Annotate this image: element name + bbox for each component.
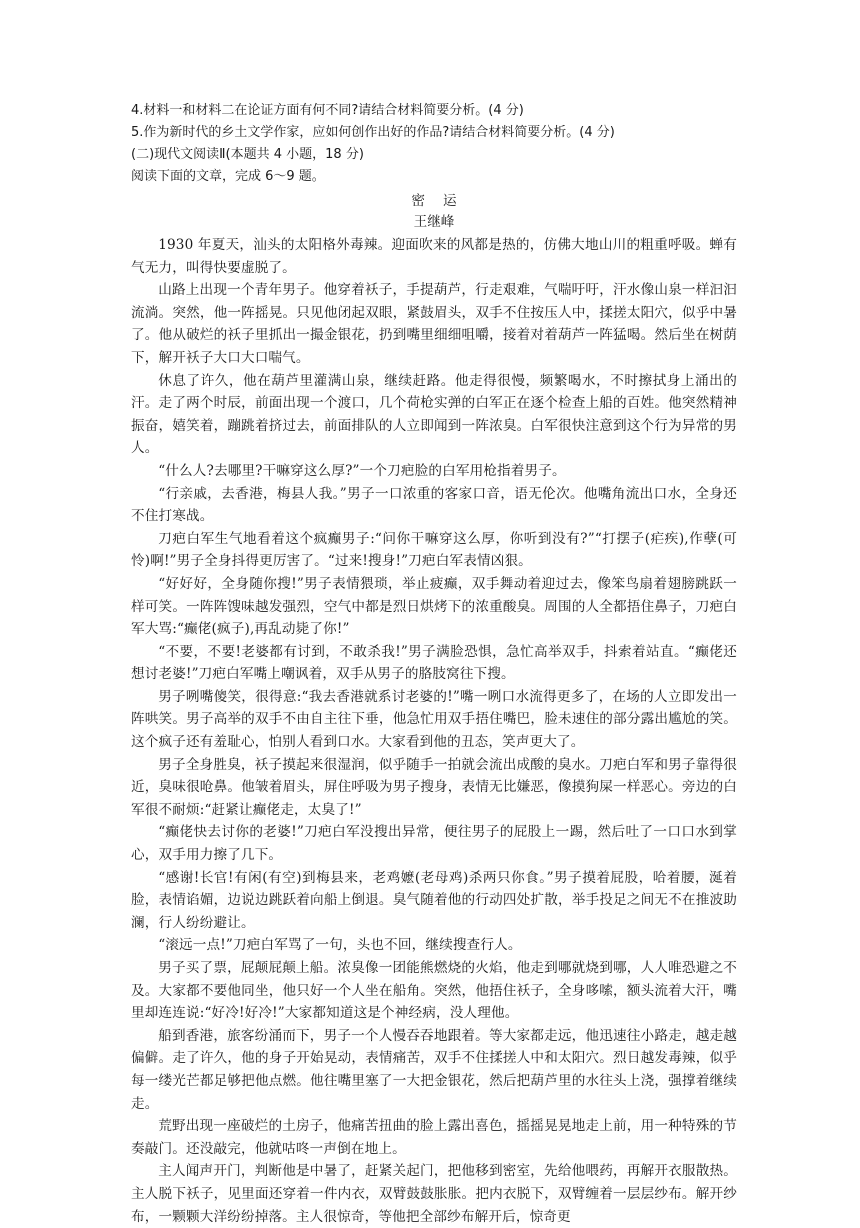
article-paragraph: “什么人?去哪里?干嘛穿这么厚?”一个刀疤脸的白军用枪指着男子。 bbox=[158, 462, 566, 479]
reading-instruction: 阅读下面的文章，完成 6～9 题。 bbox=[131, 169, 325, 184]
article-paragraph: “癫佬快去讨你的老婆!”刀疤白军没搜出异常，便往男子的屁股上一踢，然后吐了一口口水到掌心，双手用力擦了几下。 bbox=[131, 824, 737, 864]
article-paragraph: 男子全身胜臭，袄子摸起来很湿润，似乎随手一拍就会流出成酸的臭水。刀疤白军和男子靠得很近，臭味很呛鼻。他皱着眉头，屏住呼吸为男子搜身，表情无比嫌恶，像摸狗屎一样恶心。旁边的白军很不耐烦:“赶紧让癫佬走，太臭了!” bbox=[131, 756, 737, 818]
article-paragraph: “行亲戚，去香港，梅县人我。”男子一口浓重的客家口音，语无伦次。他嘴角流出口水，全身还不住打寒战。 bbox=[131, 485, 737, 525]
article-title: 密运 bbox=[411, 193, 475, 209]
article-paragraph: “不要，不要!老婆都有讨到，不敢杀我!”男子满脸恐惧，急忙高举双手，抖索着站直。“癫佬还想讨老婆!”刀疤白军嘴上嘲讽着，双手从男子的胳肢窝往下搜。 bbox=[131, 643, 737, 683]
article-paragraph: 山路上出现一个青年男子。他穿着袄子，手提葫芦，行走艰难，气喘吁吁，汗水像山泉一样汩汩流淌。突然，他一阵摇晃。只见他闭起双眼，紧鼓眉头，双手不住按压人中，揉搓太阳穴，似乎中暑了。他从破烂的袄子里抓出一撮金银花，扔到嘴里细细咀嚼，接着对着葫芦一阵猛喝。然后坐在树荫下，解开袄子大口大口喘气。 bbox=[131, 282, 737, 366]
article-paragraph: 休息了许久，他在葫芦里灌满山泉，继续赶路。他走得很慢，频繁喝水，不时擦拭身上涌出的汗。走了两个时辰，前面出现一个渡口，几个荷枪实弹的白军正在逐个检查上船的百姓。他突然精神振奋，嬉笑着，蹦跳着挤过去，前面排队的人立即闻到一阵浓臭。白军很快注意到这个行为异常的男人。 bbox=[131, 372, 737, 457]
article-paragraph: “好好好，全身随你搜!”男子表情猥琐，举止疲癫，双手舞动着迎过去，像笨鸟扇着翅膀跳跃一样可笑。一阵阵馊味越发强烈，空气中都是烈日烘烤下的浓重酸臭。周围的人全都捂住鼻子，刀疤白军大骂:“癫佬(疯子),再乱动毙了你!” bbox=[131, 575, 737, 638]
article-paragraph: 荒野出现一座破烂的土房子，他痛苦扭曲的脸上露出喜色，摇摇晃晃地走上前，用一种特殊的节奏敲门。还没敲完，他就咕咚一声倒在地上。 bbox=[131, 1118, 737, 1157]
article-paragraph: 主人闻声开门，判断他是中暑了，赶紧关起门，把他移到密室，先给他喂药，再解开衣服散热。主人脱下袄子，见里面还穿着一件内衣，双臂鼓鼓胀胀。把内衣脱下，双臂缠着一层层纱布。解开纱布，一颗颗大洋纷纷掉落。主人很惊奇，等他把全部纱布解开后，惊奇更 bbox=[131, 1163, 737, 1225]
article-paragraph: 船到香港，旅客纷涌而下，男子一个人慢吞吞地跟着。等大家都走远，他迅速往小路走，越走越偏僻。走了许久，他的身子开始晃动，表情痛苦，双手不住揉搓人中和太阳穴。烈日越发毒辣，似乎每一缕光芒都足够把他点燃。他往嘴里塞了一大把金银花，然后把葫芦里的水往头上浇，强撑着继续走。 bbox=[131, 1027, 737, 1112]
question-4: 4.材料一和材料二在论证方面有何不同?请结合材料简要分析。(4 分) bbox=[131, 103, 524, 118]
article-paragraph: 男子买了票，屁颠屁颠上船。浓臭像一团能熊燃烧的火焰，他走到哪就烧到哪，人人唯恐避之不及。大家都不要他同坐，他只好一个人坐在船角。突然，他捂住袄子，全身哆嗦，额头流着大汗，嘴里却连连说:“好冷!好冷!”大家都知道这是个神经病，没人理他。 bbox=[131, 960, 737, 1022]
section-heading: (二)现代文阅读Ⅱ(本题共 4 小题，18 分) bbox=[131, 147, 364, 162]
article-paragraph: “滚远一点!”刀疤白军骂了一句，头也不回，继续搜查行人。 bbox=[158, 937, 522, 954]
article-paragraph: 1930 年夏天，汕头的太阳格外毒辣。迎面吹来的风都是热的，仿佛大地山川的粗重呼吸。蝉有气无力，叫得快要虚脱了。 bbox=[131, 237, 737, 276]
question-5: 5.作为新时代的乡土文学作家，应如何创作出好的作品?请结合材料简要分析。(4 分) bbox=[131, 125, 615, 140]
article-paragraph: 男子咧嘴傻笑，很得意:“我去香港就系讨老婆的!”嘴一咧口水流得更多了，在场的人立即发出一阵哄笑。男子高举的双手不由自主往下垂，他急忙用双手捂住嘴巴，脸未速住的部分露出尴尬的笑。这个疯子还有羞耻心，怕别人看到口水。大家看到他的丑态，笑声更大了。 bbox=[131, 688, 737, 751]
article-paragraph: 刀疤白军生气地看着这个疯癫男子:“问你干嘛穿这么厚，你听到没有?”“打摆子(疟疾),作孽(可怜)啊!”男子全身抖得更厉害了。“过来!搜身!”刀疤白军表情凶狠。 bbox=[131, 530, 737, 570]
exam-page bbox=[131, 100, 737, 1228]
article-author: 王继峰 bbox=[413, 214, 455, 230]
article-paragraph: “感谢!长官!有闲(有空)到梅县来，老鸡嬷(老母鸡)杀两只你食。”男子摸着屁股，哈着腰，涎着脸，表情谄媚，边说边跳跃着向船上倒退。臭气随着他的行动四处扩散，举手投足之间无不在推波助澜，行人纷纷避让。 bbox=[131, 869, 737, 931]
